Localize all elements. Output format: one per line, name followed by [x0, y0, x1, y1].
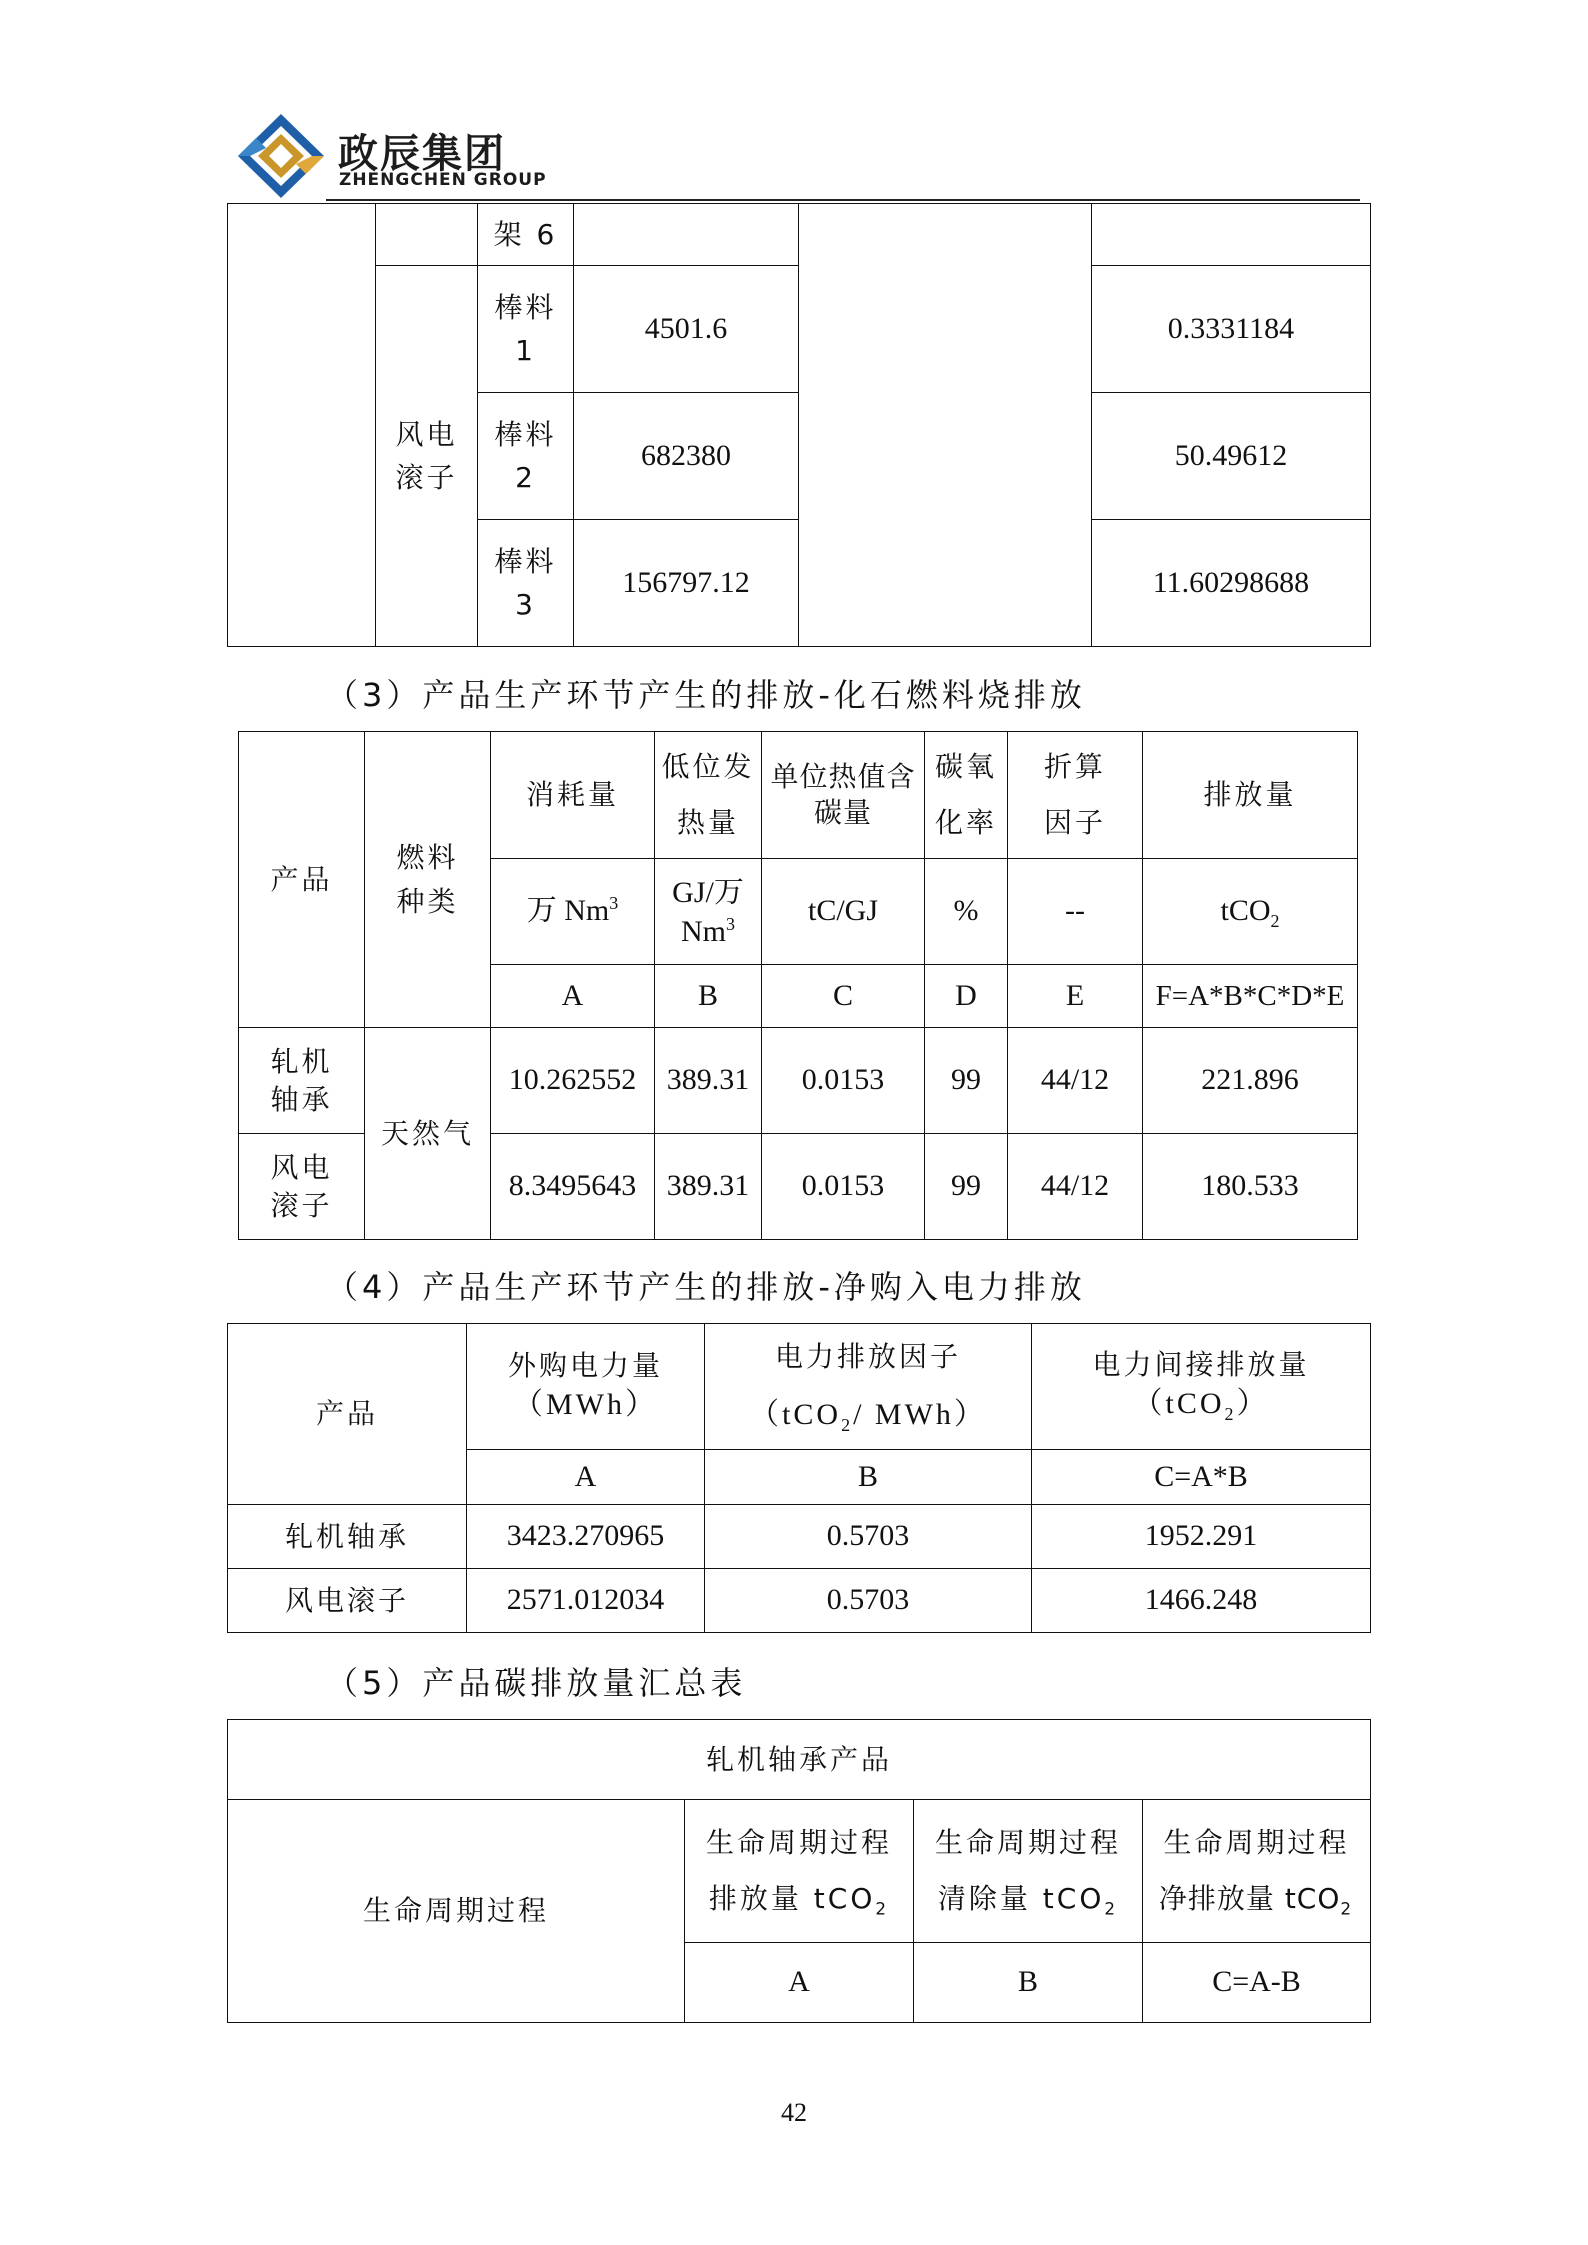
code-c: C=A*B: [1032, 1450, 1371, 1505]
code-b: B: [914, 1943, 1143, 2023]
value-c: 1952.291: [1032, 1505, 1371, 1569]
product-cell: 轧机轴承: [228, 1505, 467, 1569]
header-emission: 排放量: [1143, 732, 1358, 859]
value-a: 10.262552: [491, 1028, 655, 1134]
unit-oxidation-rate: %: [925, 859, 1008, 965]
header-indirect-emission: 电力间接排放量 （tCO$_2$）: [1032, 1324, 1371, 1450]
table-cell: [574, 204, 799, 266]
table-purchased-electricity: [227, 1323, 1371, 1633]
header-removal-b: 生命周期过程 清除量 tCO$_2$: [914, 1800, 1143, 1943]
material-cell: 棒料1: [478, 266, 574, 393]
value-e: 44/12: [1008, 1028, 1143, 1134]
product-cell: 风电滚子: [228, 1569, 467, 1633]
header-consumption: 消耗量: [491, 732, 655, 859]
header-net-emission-c: 生命周期过程 净排放量 tCO$_2$: [1143, 1800, 1371, 1943]
section-heading-3: （3）产品生产环节产生的排放-化石燃料烧排放: [326, 676, 1086, 714]
header-oxidation-rate: 碳氧化率: [925, 732, 1008, 859]
code-f: F=A*B*C*D*E: [1143, 965, 1358, 1028]
header-emission-a: 生命周期过程 排放量 tCO$_2$: [685, 1800, 914, 1943]
quantity-cell: 4501.6: [574, 266, 799, 393]
table-cell: [376, 204, 478, 266]
code-a: A: [467, 1450, 705, 1505]
unit-heat-value: GJ/万 Nm$^3$: [655, 859, 762, 965]
logo-english-text: ZHENGCHEN GROUP: [339, 170, 547, 190]
header-divider: [326, 199, 1360, 201]
table-row: [228, 1720, 1371, 1800]
logo-chinese-text: 政辰集团: [338, 131, 506, 177]
code-a: A: [491, 965, 655, 1028]
table-row: [228, 204, 1371, 266]
table-cell: [799, 204, 1092, 647]
zhengchen-logo-icon: [236, 112, 326, 200]
table-carbon-summary: [227, 1719, 1371, 2023]
table-row: [228, 1569, 1371, 1633]
value-a: 2571.012034: [467, 1569, 705, 1633]
value-b: 389.31: [655, 1134, 762, 1240]
quantity-cell: 682380: [574, 393, 799, 520]
product-cell: 风电滚子: [376, 266, 478, 647]
unit-conversion-factor: --: [1008, 859, 1143, 965]
code-c: C: [762, 965, 925, 1028]
header-product: 产品: [239, 732, 365, 1028]
table-cell: [228, 204, 376, 647]
header-conversion-factor: 折算因子: [1008, 732, 1143, 859]
table-fossil-fuel-emission: [238, 731, 1358, 1240]
code-e: E: [1008, 965, 1143, 1028]
emission-cell: 50.49612: [1092, 393, 1371, 520]
header-life-cycle-process: 生命周期过程: [228, 1800, 685, 2023]
table-raw-material-continued: [227, 203, 1371, 647]
table-cell: [1092, 204, 1371, 266]
value-b: 0.5703: [705, 1569, 1032, 1633]
value-c: 1466.248: [1032, 1569, 1371, 1633]
page-number: 42: [781, 2098, 807, 2127]
value-c: 0.0153: [762, 1134, 925, 1240]
summary-title: 轧机轴承产品: [228, 1720, 1371, 1800]
table-row: [228, 1800, 1371, 1943]
code-a: A: [685, 1943, 914, 2023]
material-cell: 棒料3: [478, 520, 574, 647]
value-a: 3423.270965: [467, 1505, 705, 1569]
product-cell: 轧机轴承: [239, 1028, 365, 1134]
material-cell: 架 6: [478, 204, 574, 266]
page-header: [236, 108, 1356, 198]
value-d: 99: [925, 1134, 1008, 1240]
product-cell: 风电滚子: [239, 1134, 365, 1240]
material-cell: 棒料2: [478, 393, 574, 520]
code-c: C=A-B: [1143, 1943, 1371, 2023]
code-b: B: [705, 1450, 1032, 1505]
header-fuel-type: 燃料种类: [365, 732, 491, 1028]
unit-emission: tCO$_2$: [1143, 859, 1358, 965]
section-heading-5: （5）产品碳排放量汇总表: [326, 1664, 747, 1702]
code-b: B: [655, 965, 762, 1028]
table-row: [239, 732, 1358, 859]
value-a: 8.3495643: [491, 1134, 655, 1240]
section-heading-4: （4）产品生产环节产生的排放-净购入电力排放: [326, 1268, 1086, 1306]
value-b: 389.31: [655, 1028, 762, 1134]
header-purchased-power: 外购电力量 （MWh）: [467, 1324, 705, 1450]
emission-cell: 0.3331184: [1092, 266, 1371, 393]
header-product: 产品: [228, 1324, 467, 1505]
table-row: [228, 1505, 1371, 1569]
emission-cell: 11.60298688: [1092, 520, 1371, 647]
value-f: 180.533: [1143, 1134, 1358, 1240]
unit-carbon-content: tC/GJ: [762, 859, 925, 965]
table-row: [239, 1028, 1358, 1134]
value-b: 0.5703: [705, 1505, 1032, 1569]
value-e: 44/12: [1008, 1134, 1143, 1240]
header-emission-factor: 电力排放因子 （tCO$_2$/ MWh）: [705, 1324, 1032, 1450]
header-heat-value: 低位发热量: [655, 732, 762, 859]
fuel-cell: 天然气: [365, 1028, 491, 1240]
table-row: [228, 1324, 1371, 1450]
value-d: 99: [925, 1028, 1008, 1134]
header-carbon-content: 单位热值含碳量: [762, 732, 925, 859]
quantity-cell: 156797.12: [574, 520, 799, 647]
value-c: 0.0153: [762, 1028, 925, 1134]
unit-consumption: 万 Nm$^3$: [491, 859, 655, 965]
code-d: D: [925, 965, 1008, 1028]
value-f: 221.896: [1143, 1028, 1358, 1134]
